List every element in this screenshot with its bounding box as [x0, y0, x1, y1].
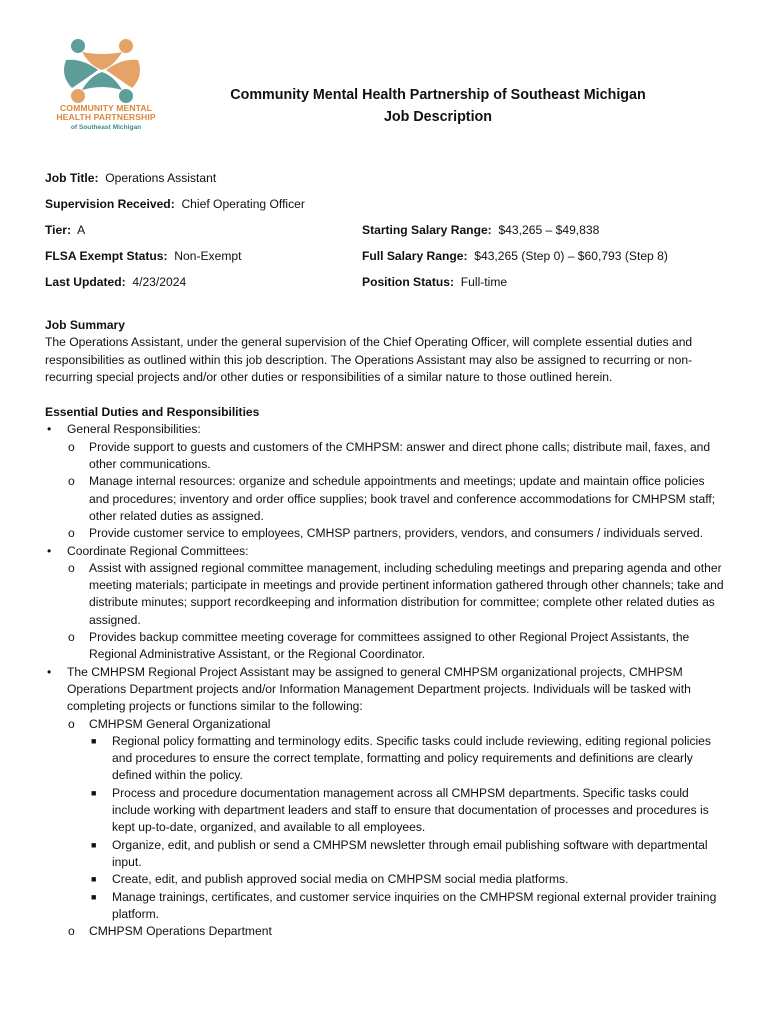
duty-text: Process and procedure documentation management across all CMHPSM departments. Specific tasks could include working with department leaders and staff to ensure that documentation of processes and procedures is kept up-to-date, organized, and available to all employees. [112, 785, 709, 835]
duty-item [45, 923, 725, 940]
bullet-circle-icon: o [68, 526, 75, 541]
document-body [45, 317, 725, 940]
flsa-value: Non-Exempt [174, 249, 242, 263]
duty-text: Coordinate Regional Committees: [67, 543, 249, 558]
job-title-field [45, 170, 216, 186]
duty-item [45, 439, 725, 474]
job-title-label: Job Title: [45, 171, 99, 185]
duty-text: Provides backup committee meeting coverage for committees assigned to other Regional Project Assistants, the Regional Administrative Assistant, or the Regional Coordinator. [89, 630, 690, 662]
supervision-value: Chief Operating Officer [181, 197, 305, 211]
logo-line-3: of Southeast Michigan [70, 124, 142, 131]
duty-text: Provide customer service to employees, CMHSP partners, providers, vendors, and consumers / individuals served. [89, 526, 704, 541]
starting-salary-field [362, 222, 599, 238]
last-updated-value: 4/23/2024 [132, 275, 187, 289]
organization-logo [52, 36, 160, 140]
logo-line-2: HEALTH PARTNERSHIP [56, 112, 156, 122]
bullet-square-icon: ■ [91, 787, 97, 798]
full-salary-label: Full Salary Range: [362, 249, 468, 263]
bullet-square-icon: ■ [91, 735, 97, 746]
duty-item [45, 837, 725, 872]
duty-item [45, 543, 725, 560]
supervision-field [45, 196, 305, 212]
duty-text: Provide support to guests and customers of the CMHPSM: answer and direct phone calls; distribute mail, faxes, and other communications. [89, 439, 711, 472]
bullet-circle-icon: o [68, 630, 75, 645]
bullet-circle-icon: o [68, 716, 75, 731]
duty-text: Organize, edit, and publish or send a CMHPSM newsletter through email publishing software with departmental input. [112, 837, 708, 869]
duty-text: Manage trainings, certificates, and customer service inquiries on the CMHPSM regional external provider training platform. [112, 889, 717, 921]
document-subtitle: Job Description [383, 109, 493, 125]
starting-salary-label: Starting Salary Range: [362, 223, 492, 237]
job-title-value: Operations Assistant [105, 171, 217, 185]
tier-label: Tier: [45, 223, 71, 237]
duty-item [45, 560, 725, 629]
logo-line-1: COMMUNITY MENTAL [60, 103, 152, 113]
position-status-label: Position Status: [362, 275, 455, 289]
duty-item [45, 629, 725, 664]
job-summary-text: The Operations Assistant, under the general supervision of the Chief Operating Officer, will complete essential duties and responsibilities as outlined within this job description. The Operations Assistant may also be assigned to recurring or non-recurring special projects and/or other duties or responsibilities of a similar nature to those outlined herein. [45, 335, 693, 384]
flsa-field [45, 248, 241, 264]
last-updated-field [45, 274, 186, 290]
bullet-square-icon: ■ [91, 839, 97, 850]
bullet-dot-icon: • [47, 422, 52, 437]
duty-item [45, 664, 725, 716]
duty-text: CMHPSM Operations Department [89, 924, 272, 939]
logo-people-icon [52, 36, 160, 106]
logo-text [52, 104, 160, 122]
duty-item [45, 421, 725, 438]
bullet-circle-icon: o [68, 560, 75, 575]
duty-text: Assist with assigned regional committee management, including scheduling meetings and preparing agenda and other meeting materials; participate in meetings and provide pertinent information gathered through other channels; take and distribute minutes; support recordkeeping and information distribution for committee; complete other related duties as assigned. [89, 560, 724, 627]
duty-text: General Responsibilities: [67, 422, 201, 437]
duty-item [45, 473, 725, 525]
bullet-circle-icon: o [68, 924, 75, 939]
bullet-square-icon: ■ [91, 891, 97, 902]
duty-item [45, 525, 725, 542]
duties-heading: Essential Duties and Responsibilities [45, 405, 260, 420]
tier-field [45, 222, 85, 238]
duty-item [45, 733, 725, 785]
last-updated-label: Last Updated: [45, 275, 126, 289]
bullet-square-icon: ■ [91, 874, 97, 885]
position-status-value: Full-time [460, 275, 508, 289]
position-status-field [362, 274, 507, 290]
bullet-dot-icon: • [47, 543, 52, 558]
duty-item [45, 871, 725, 888]
starting-salary-value: $43,265 – $49,838 [498, 223, 600, 237]
full-salary-value: $43,265 (Step 0) – $60,793 (Step 8) [474, 249, 668, 263]
duty-text: CMHPSM General Organizational [89, 716, 271, 731]
duty-item [45, 716, 725, 733]
tier-value: A [77, 223, 86, 237]
duty-text: The CMHPSM Regional Project Assistant may be assigned to general CMHPSM organizational projects, CMHPSM Operations Department projects and/or Information Management Department projects. Individuals will be tasked with completing projects or functions similar to the following: [67, 664, 691, 714]
bullet-circle-icon: o [68, 474, 75, 489]
duty-item [45, 785, 725, 837]
bullet-circle-icon: o [68, 439, 75, 454]
bullet-dot-icon: • [47, 664, 52, 679]
duty-text: Create, edit, and publish approved social media on CMHPSM social media platforms. [112, 872, 569, 887]
duty-item [45, 889, 725, 924]
full-salary-field [362, 248, 668, 264]
duty-text: Regional policy formatting and terminology edits. Specific tasks could include reviewing, editing regional policies and procedures to ensure the correct template, formatting and policy requirements and definitions are clearly defined within the policy. [112, 733, 711, 783]
document-title-block [180, 84, 696, 128]
job-summary-heading: Job Summary [45, 318, 125, 332]
flsa-label: FLSA Exempt Status: [45, 249, 168, 263]
supervision-label: Supervision Received: [45, 197, 175, 211]
duty-text: Manage internal resources: organize and schedule appointments and meetings; update and maintain office policies and procedures; inventory and order office supplies; book travel and conference accommodations for CMHPSM staff; other related duties as assigned. [89, 474, 716, 523]
document-title: Community Mental Health Partnership of Southeast Michigan [230, 87, 646, 103]
